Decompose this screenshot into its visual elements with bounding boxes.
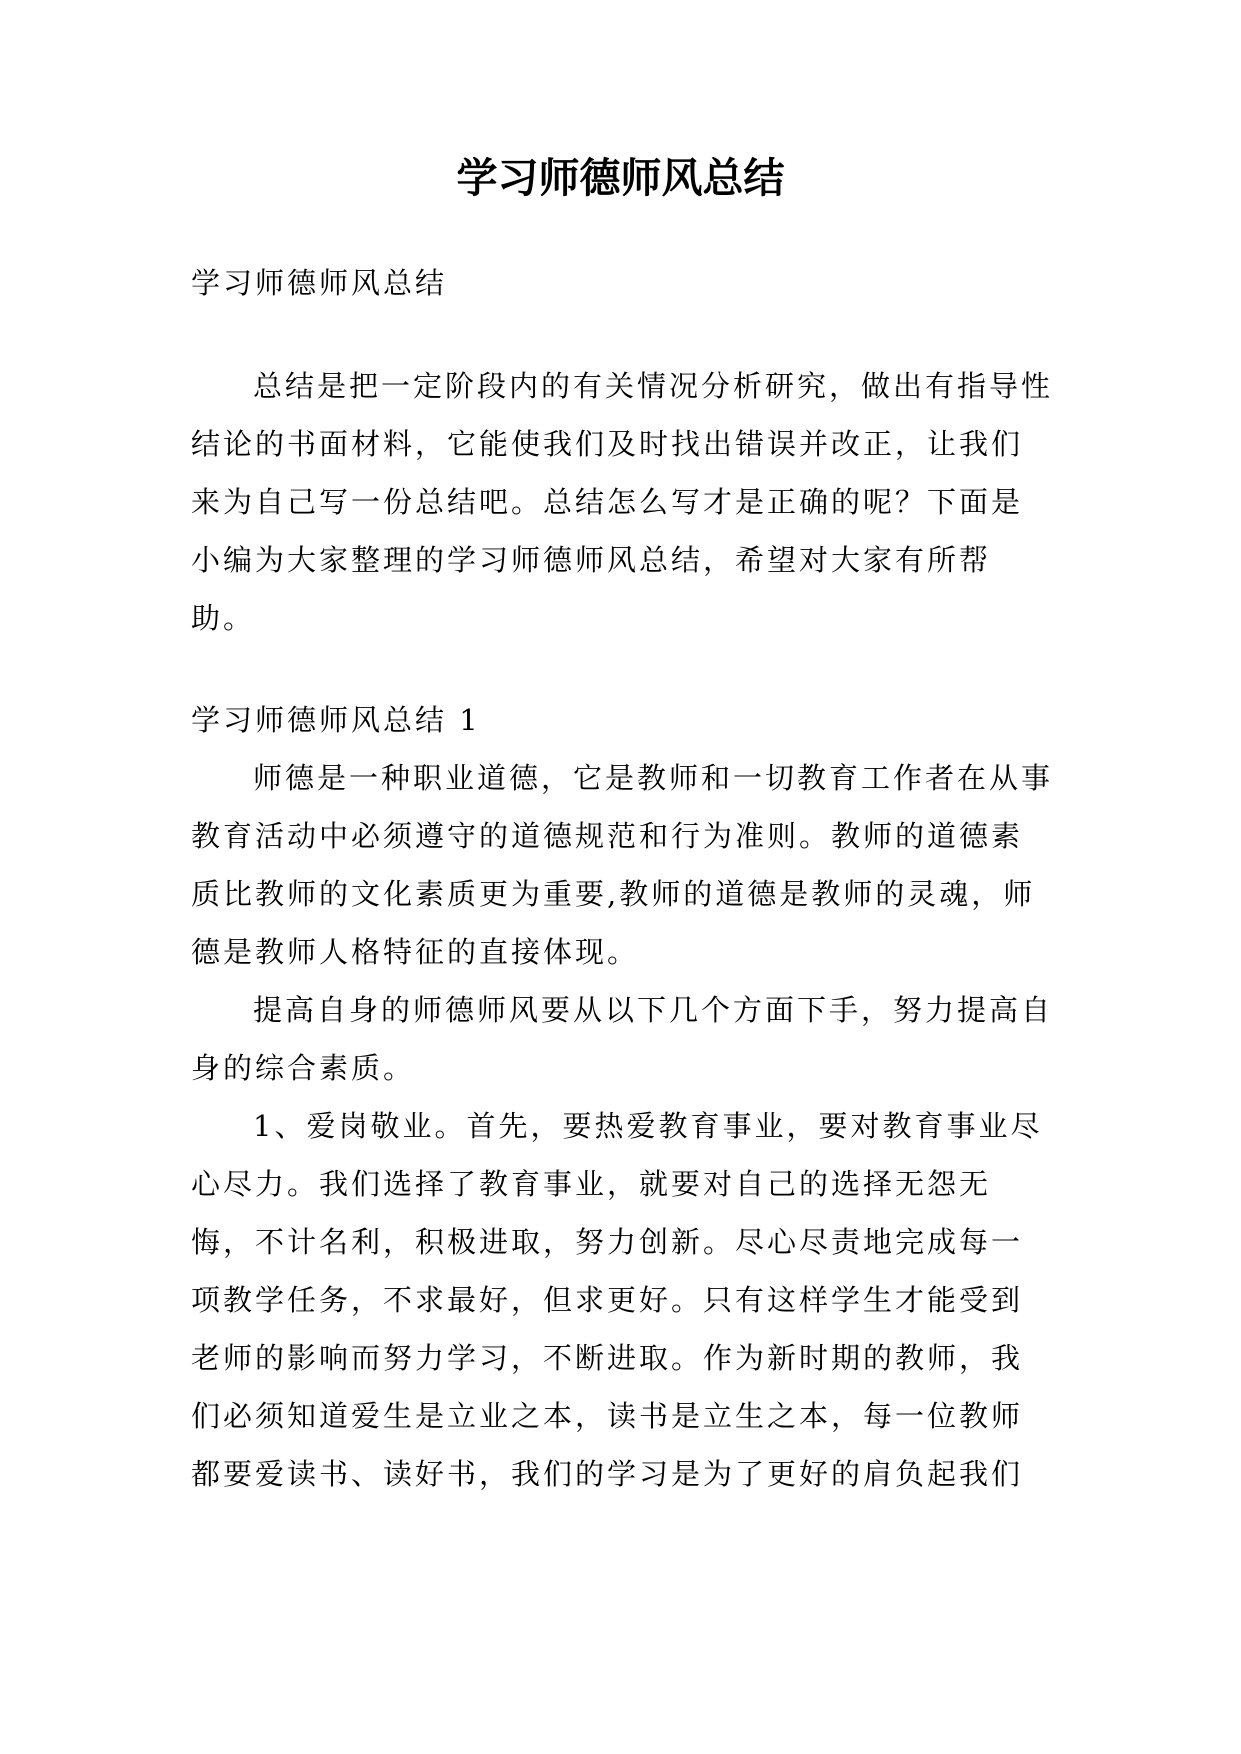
section-1-paragraph-1: 师德是一种职业道德，它是教师和一切教育工作者在从事教育活动中必须遵守的道德规范和行为准则。教师的道德素质比教师的文化素质更为重要,教师的道德是教师的灵魂，师德是教师人格特征的直接体现。 xyxy=(191,761,1054,969)
document-title: 学习师德师风总结 xyxy=(456,154,785,202)
section-1-heading: 学习师德师风总结 1 xyxy=(191,703,481,737)
intro-paragraph: 总结是把一定阶段内的有关情况分析研究，做出有指导性结论的书面材料，它能使我们及时找出错误并改正，让我们来为自己写一份总结吧。总结怎么写才是正确的呢？下面是小编为大家整理的学习师德师风总结，希望对大家有所帮助。 xyxy=(191,369,1054,635)
section-1-paragraph-2: 提高自身的师德师风要从以下几个方面下手，努力提高自身的综合素质。 xyxy=(191,993,1054,1085)
document-subtitle: 学习师德师风总结 xyxy=(191,266,448,300)
section-1-paragraph-3: 1、爱岗敬业。首先，要热爱教育事业，要对教育事业尽心尽力。我们选择了教育事业，就要对自己的选择无怨无悔，不计名利，积极进取，努力创新。尽心尽责地完成每一项教学任务，不求最好，但求更好。只有这样学生才能受到老师的影响而努力学习，不断进取。作为新时期的教师，我们必须知道爱生是立业之本，读书是立生之本，每一位教师都要爱读书、读好书，我们的学习是为了更好的肩负起我们 xyxy=(191,1109,1043,1491)
